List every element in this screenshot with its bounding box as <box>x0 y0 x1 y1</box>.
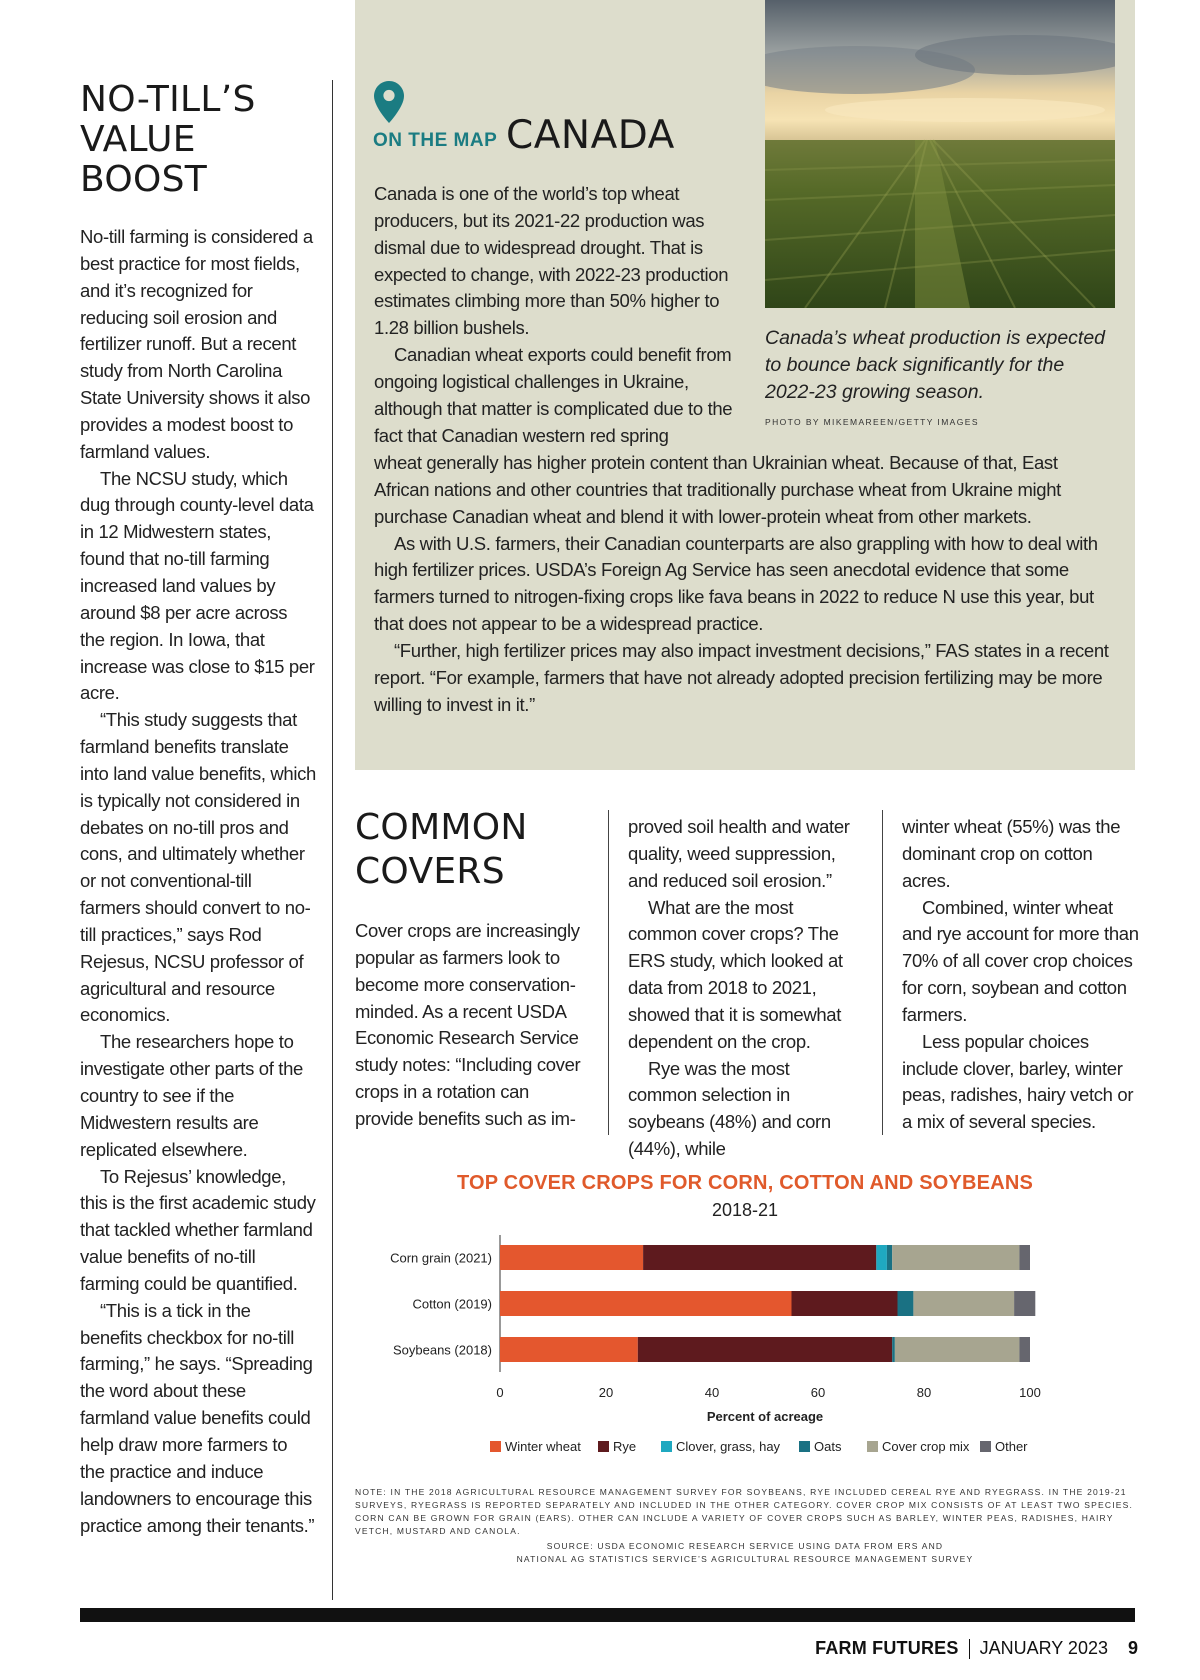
footer-separator <box>969 1639 970 1659</box>
legend-label: Other <box>995 1439 1028 1454</box>
legend-swatch <box>867 1441 878 1452</box>
bar-segment-other <box>1019 1245 1030 1270</box>
x-tick-label: 20 <box>598 1385 614 1400</box>
bar-segment-winter-wheat <box>500 1245 643 1270</box>
paragraph: Canadian wheat exports could benefit from ongoing logistical challenges in Ukraine, although that matter is complicated due to the fact that Canadian western red spring <box>374 344 733 446</box>
paragraph: What are the most common cover crops? The ERS study, which looked at data from 2018 to 2021, showed that it is somewhat dependent on the crop. <box>628 896 843 1052</box>
paragraph: “This is a tick in the benefits checkbox for no-till farming,” he says. “Spreading the word about these farmland value benefits could help draw more farmers to the practice and induce landowners to encourage this practice among their tenants.” <box>80 1299 315 1536</box>
title-line-2: VALUE BOOST <box>80 119 208 200</box>
paragraph: winter wheat (55%) was the dominant crop on cotton acres. <box>902 816 1121 891</box>
wheat-field-photo <box>765 0 1115 308</box>
paragraph: Combined, winter wheat and rye account for more than 70% of all cover crop choices for corn, soybean and cotton farmers. <box>902 896 1139 1025</box>
chart-subtitle: 2018-21 <box>711 1200 779 1220</box>
canada-title: CANADA <box>506 113 675 158</box>
bar-segment-oats <box>887 1245 892 1270</box>
page-footer <box>815 1638 1138 1659</box>
category-label: Corn grain (2021) <box>390 1250 492 1266</box>
legend-swatch <box>799 1441 810 1452</box>
title-line-1: NO-TILL’S <box>80 79 256 120</box>
legend-label: Cover crop mix <box>882 1439 970 1454</box>
bar-segment-winter-wheat <box>500 1291 792 1316</box>
common-covers-column-3 <box>902 814 1140 1136</box>
x-tick-label: 40 <box>704 1385 720 1400</box>
bar-segment-rye <box>792 1291 898 1316</box>
paragraph: The researchers hope to investigate other parts of the country to see if the Midwestern results are replicated elsewhere. <box>80 1031 303 1160</box>
title-line-2: COVERS <box>355 851 505 892</box>
paragraph: To Rejesus’ knowledge, this is the first academic study that tackled whether farmland value benefits of no-till farming could be quantified. <box>80 1165 316 1294</box>
paragraph: No-till farming is considered a best practice for most fields, and it’s recognized for reducing soil erosion and fertilizer runoff. But a recent study from North Carolina State University shows it also provides a modest boost to farmland values. <box>80 226 313 462</box>
paragraph: proved soil health and water quality, weed suppression, and reduced soil erosion.” <box>628 816 850 891</box>
source-line-2: NATIONAL AG STATISTICS SERVICE’S AGRICULTURAL RESOURCE MANAGEMENT SURVEY <box>516 1554 974 1564</box>
no-till-article-title <box>80 80 316 200</box>
bar-segment-rye <box>638 1337 892 1362</box>
x-tick-label: 100 <box>1019 1385 1041 1400</box>
x-tick-label: 0 <box>496 1385 504 1400</box>
bar-segment-winter-wheat <box>500 1337 638 1362</box>
legend-label: Rye <box>613 1439 637 1454</box>
no-till-article <box>80 80 316 1539</box>
paragraph: The NCSU study, which dug through county-level data in 12 Midwestern states, found that no-till farming increased land values by around $8 per acre across the region. In Iowa, that increase was close to $15 per acre. <box>80 467 315 704</box>
paragraph: Canada is one of the world’s top wheat producers, but its 2021-22 production was dismal due to widespread drought. That is expected to change, with 2022-23 production estimates climbing more than 50% higher to 1.28 billion bushels. <box>374 183 729 339</box>
common-covers-column-1 <box>355 806 587 1133</box>
bar-segment-rye <box>643 1245 876 1270</box>
column-divider <box>332 80 333 1600</box>
legend-label: Clover, grass, hay <box>676 1439 781 1454</box>
magazine-name: FARM FUTURES <box>815 1638 959 1658</box>
source-line-1: SOURCE: USDA ECONOMIC RESEARCH SERVICE USING DATA FROM ERS AND <box>546 1541 944 1551</box>
photo-caption: Canada’s wheat production is expected to bounce back significantly for the 2022-23 growing season. <box>765 327 1106 403</box>
map-pin-icon <box>373 80 405 124</box>
x-tick-label: 80 <box>916 1385 932 1400</box>
paragraph: Rye was the most common selection in soybeans (48%) and corn (44%), while <box>628 1057 831 1160</box>
paragraph: “Further, high fertilizer prices may also impact investment decisions,” FAS states in a recent report. “For example, farmers that have not already adopted precision fertilizing may be more willing to invest in it.” <box>374 639 1109 715</box>
chart-note: NOTE: IN THE 2018 AGRICULTURAL RESOURCE MANAGEMENT SURVEY FOR SOYBEANS, RYE INCLUDED CEREAL RYE AND RYEGRASS. IN THE 2019-21 SURVEYS, RYEGRASS IS REPORTED SEPARATELY AND INCLUDED IN THE OTHER CATEGORY. COVER CROP MIX CONSISTS OF AT LEAST TWO SPECIES. CORN CAN BE GROWN FOR GRAIN (EARS). OTHER CAN INCLUDE A VARIETY OF COVER CROPS SUCH AS BARLEY, WINTER PEAS, RADISHES, HAIRY VETCH, MUSTARD AND CANOLA. <box>355 1487 1134 1536</box>
issue-date: JANUARY 2023 <box>979 1638 1108 1658</box>
column-divider <box>608 810 609 1135</box>
column-divider <box>882 810 883 1135</box>
common-covers-column-2 <box>628 814 860 1163</box>
x-tick-label: 60 <box>810 1385 826 1400</box>
bar-segment-cover-crop-mix <box>895 1337 1020 1362</box>
bar-segment-oats <box>892 1337 895 1362</box>
chart-title: TOP COVER CROPS FOR CORN, COTTON AND SOYBEANS <box>456 1172 1034 1194</box>
paragraph: wheat generally has higher protein content than Ukrainian wheat. Because of that, East African nations and other countries that traditionally purchase wheat from Ukraine might purchase Canadian wheat and blend it with lower-protein wheat from other markets. <box>374 452 1061 527</box>
paragraph: “This study suggests that farmland benefits translate into land value benefits, which is typically not considered in debates on no-till pros and cons, and ultimately whether or not conventional-till farmers should convert to no-till practices,” says Rod Rejesus, NCSU professor of agricultural and resource economics. <box>80 709 316 1026</box>
bar-segment-clover-grass-hay <box>876 1245 887 1270</box>
page-number: 9 <box>1127 1638 1138 1658</box>
on-the-map-kicker: ON THE MAP <box>373 130 498 151</box>
legend-swatch <box>490 1441 501 1452</box>
bar-segment-oats <box>898 1291 914 1316</box>
bar-segment-cover-crop-mix <box>892 1245 1019 1270</box>
paragraph: Cover crops are increasingly popular as farmers look to become more conservation-minded. As a recent USDA Economic Research Service study notes: “Including cover crops in a rotation can provide benefits such as im- <box>355 920 581 1129</box>
legend-swatch <box>598 1441 609 1452</box>
legend-label: Winter wheat <box>505 1439 581 1454</box>
legend-swatch <box>980 1441 991 1452</box>
category-label: Soybeans (2018) <box>392 1342 492 1358</box>
paragraph: Less popular choices include clover, barley, winter peas, radishes, hairy vetch or a mix of several species. <box>902 1030 1134 1133</box>
canada-text-top <box>374 181 744 449</box>
cover-crops-chart <box>355 1235 1135 1465</box>
paragraph: As with U.S. farmers, their Canadian counterparts are also grappling with how to deal with high fertilizer prices. USDA’s Foreign Ag Service has seen anecdotal evidence that some farmers turned to nitrogen-fixing crops like fava beans in 2022 to reduce N use this year, but that does not appear to be a widespread practice. <box>374 532 1098 635</box>
chart-source <box>355 1540 1135 1566</box>
category-label: Cotton (2019) <box>412 1296 492 1312</box>
no-till-article-body <box>80 224 316 1539</box>
legend-swatch <box>661 1441 672 1452</box>
title-line-1: COMMON <box>355 807 528 848</box>
common-covers-title <box>355 806 587 894</box>
bar-segment-other <box>1014 1291 1035 1316</box>
bar-segment-cover-crop-mix <box>913 1291 1014 1316</box>
canada-text-wide <box>374 450 1114 718</box>
bar-segment-other <box>1019 1337 1030 1362</box>
footer-rule <box>80 1608 1135 1622</box>
x-axis-label: Percent of acreage <box>706 1409 824 1424</box>
legend-label: Oats <box>814 1439 842 1454</box>
photo-credit: PHOTO BY MIKEMAREEN/GETTY IMAGES <box>765 417 979 427</box>
